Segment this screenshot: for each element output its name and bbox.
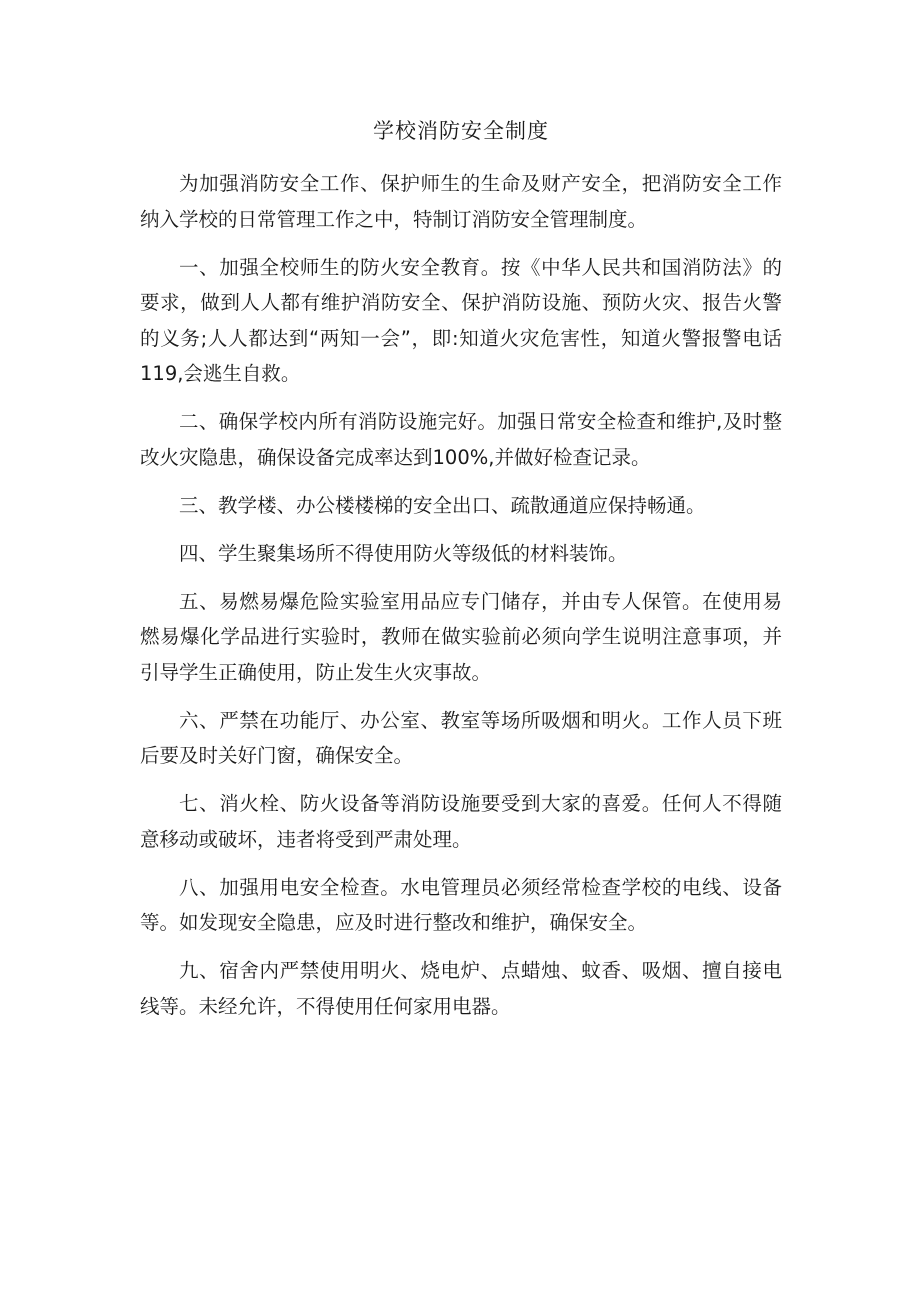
paragraph-item-8: 八、加强用电安全检查。水电管理员必须经常检查学校的电线、设备等。如发现安全隐患，应及时进行整改和维护，确保安全。 [140, 875, 782, 934]
paragraph-item-2: 二、确保学校内所有消防设施完好。加强日常安全检查和维护,及时整改火灾隐患，确保设备完成率达到100%,并做好检查记录。 [140, 410, 782, 469]
paragraph-item-1: 一、加强全校师生的防火安全教育。按《中华人民共和国消防法》的要求，做到人人都有维护消防安全、保护消防设施、预防火灾、报告火警的义务;人人都达到“两知一会”，即:知道火灾危害性，知道火警报警电话119,会逃生自救。 [140, 255, 782, 385]
paragraph-item-4: 四、学生聚集场所不得使用防火等级低的材料装饰。 [179, 541, 628, 565]
paragraph-item-6: 六、严禁在功能厅、办公室、教室等场所吸烟和明火。工作人员下班后要及时关好门窗，确保安全。 [140, 708, 782, 767]
paragraph-item-9: 九、宿舍内严禁使用明火、烧电炉、点蜡烛、蚊香、吸烟、擅自接电线等。未经允许，不得使用任何家用电器。 [140, 959, 782, 1018]
paragraph-item-7: 七、消火栓、防火设备等消防设施要受到大家的喜爱。任何人不得随意移动或破坏，违者将受到严肃处理。 [140, 792, 782, 851]
paragraph-item-3: 三、教学楼、办公楼楼梯的安全出口、疏散通道应保持畅通。 [179, 493, 706, 517]
document-title: 学校消防安全制度 [373, 119, 549, 143]
paragraph-item-5: 五、易燃易爆危险实验室用品应专门储存，并由专人保管。在使用易燃易爆化学品进行实验时，教师在做实验前必须向学生说明注意事项，并引导学生正确使用，防止发生火灾事故。 [140, 589, 782, 684]
paragraph-intro: 为加强消防安全工作、保护师生的生命及财产安全，把消防安全工作纳入学校的日常管理工作之中，特制订消防安全管理制度。 [140, 172, 782, 231]
